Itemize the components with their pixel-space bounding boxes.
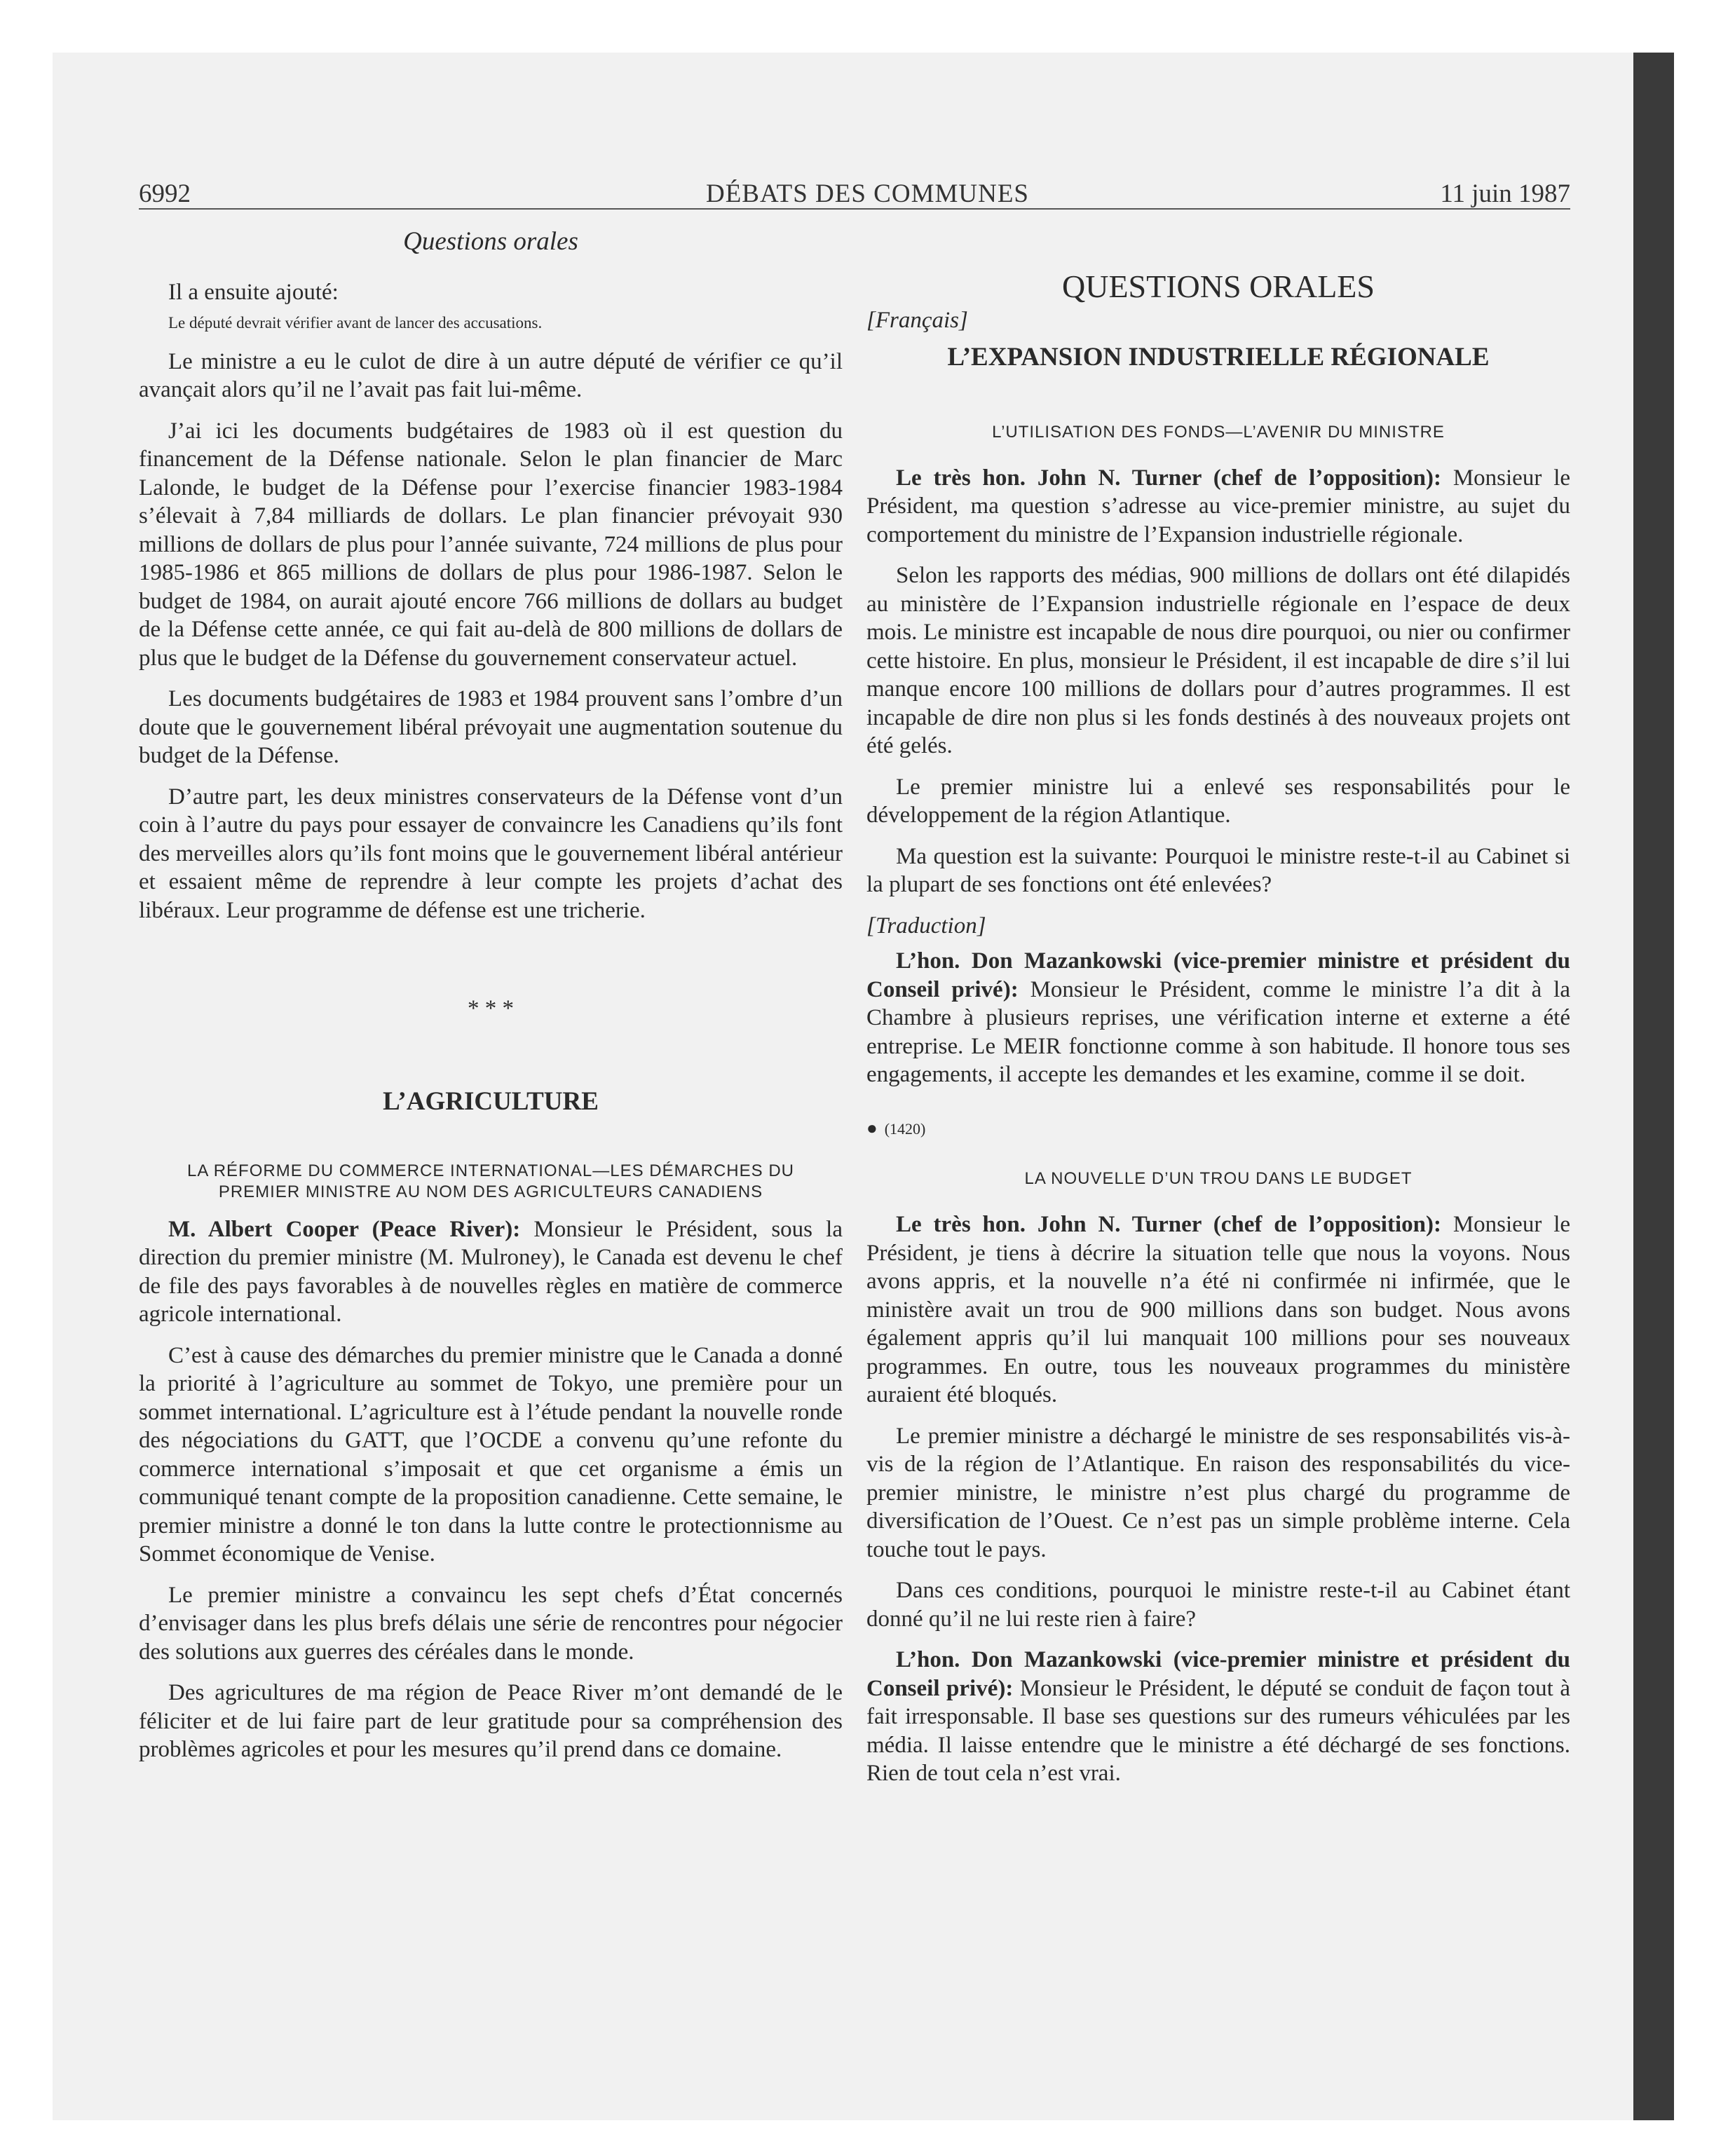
speech-text: Monsieur le Président, je tiens à décrire la situation telle que nous la voyons. Nous avons appris, et la nouvelle n’a été ni confirmée ni infirmée, que le ministère avait un trou de 900 millions dans son budget. Nous avons également appris qu’il lui manquait 100 millions pour ses nouveaux programmes. En outre, tous les nouveaux programmes du ministère auraient été bloqués. bbox=[866, 1212, 1571, 1407]
speaker-name: M. Albert Cooper (Peace River): bbox=[168, 1216, 521, 1242]
time-stamp: (1420) bbox=[884, 1119, 926, 1138]
speaker-name: L’hon. Don Mazankowski (vice-premier ministre et président du Conseil privé): bbox=[866, 1647, 1570, 1701]
paragraph: Des agricultures de ma région de Peace River m’ont demandé de le féliciter et de lui faire part de leur gratitude pour sa compréhension des problèmes agricoles et pour les mesures qu’il prend dans ce domaine. bbox=[139, 1680, 843, 1762]
paragraph bbox=[866, 464, 1570, 550]
paragraph: Le premier ministre a convaincu les sept chefs d’État concernés d’envisager dans les plus brefs délais une série de rencontres pour négocier des solutions aux guerres des céréales dans le monde. bbox=[139, 1582, 843, 1665]
page-date: 11 juin 1987 bbox=[1440, 179, 1570, 208]
speaker-name: L’hon. Don Mazankowski (vice-premier ministre et président du Conseil privé): bbox=[866, 948, 1570, 1002]
speaker-name: Le très hon. John N. Turner (chef de l’opposition): bbox=[896, 1212, 1441, 1237]
header-rule bbox=[139, 208, 1570, 210]
main-title: QUESTIONS ORALES bbox=[1062, 268, 1375, 304]
left-column bbox=[139, 226, 843, 1764]
paragraph bbox=[866, 1646, 1570, 1788]
lead-in: Il a ensuite ajouté: bbox=[168, 280, 339, 305]
subsection-title: LA NOUVELLE D’UN TROU DANS LE BUDGET bbox=[1024, 1169, 1413, 1188]
speech-text: Monsieur le Président, sous la direction du premier ministre (M. Mulroney), le Canada est devenu le chef de file des pays favorables à de nouvelles règles en matière de commerce agricole international. bbox=[139, 1216, 843, 1327]
section-title: L’AGRICULTURE bbox=[383, 1086, 599, 1116]
paragraph: D’autre part, les deux ministres conservateurs de la Défense vont d’un coin à l’autre du pays pour essayer de convaincre les Canadiens qu’ils font des merveilles alors qu’ils font moins que le gouvernement libéral antérieur et essaient même de reprendre à leur compte les projets d’achat des libéraux. Leur programme de défense est une tricherie. bbox=[139, 784, 843, 923]
block-quote: Le député devrait vérifier avant de lancer des accusations. bbox=[168, 313, 543, 332]
section-separator: * * * bbox=[468, 996, 514, 1021]
paragraph: Le premier ministre lui a enlevé ses responsabilités pour le développement de la région Atlantique. bbox=[866, 774, 1570, 828]
speech-text: Monsieur le Président, le député se conduit de façon tout à fait irresponsable. Il base ses questions sur des rumeurs véhiculées par les média. Il laisse entendre que le ministre a été déchargé de ses fonctions. Rien de tout cela n’est vrai. bbox=[866, 1675, 1570, 1786]
subsection-title: L’UTILISATION DES FONDS—L’AVENIR DU MINISTRE bbox=[992, 422, 1445, 442]
language-marker: [Français] bbox=[866, 308, 968, 333]
language-marker: [Traduction] bbox=[866, 913, 986, 939]
paragraph: C’est à cause des démarches du premier ministre que le Canada a donné la priorité à l’agriculture au sommet de Tokyo, une première pour un sommet international. L’agriculture est à l’étude pendant la nouvelle ronde des négociations du GATT, que l’OCDE a convenu qu’une refonte du commerce international s’imposait et que cet organisme a émis un communiqué tenant compte de la proposition canadienne. Cette semaine, le premier ministre a donné le ton dans la lutte contre le protectionnisme au Sommet économique de Venise. bbox=[139, 1342, 843, 1567]
speech-text: Monsieur le Président, ma question s’adresse au vice-premier ministre, au sujet du comportement du ministre de l’Expansion industrielle régionale. bbox=[866, 465, 1571, 547]
right-column bbox=[866, 267, 1570, 1788]
bullet-icon: ● bbox=[866, 1117, 878, 1138]
paragraph: J’ai ici les documents budgétaires de 1983 où il est question du financement de la Défense nationale. Selon le plan financier de Marc Lalonde, le budget de la Défense pour l’exercise financier 1983-1984 s’élevait à 7,84 milliards de dollars. Le plan financier prévoyait 930 millions de dollars de plus pour l’année suivante, 724 millions de plus pour 1985-1986 et 865 millions de dollars de plus pour 1986-1987. Selon le budget de 1984, on aurait ajouté encore 766 millions de dollars au budget de la Défense cette année, ce qui fait au-delà de 800 millions de dollars de plus que le budget de la Défense du gouvernement conservateur actuel. bbox=[139, 418, 843, 671]
running-head: Questions orales bbox=[403, 227, 578, 256]
time-marker bbox=[866, 1114, 1570, 1144]
paragraph: Les documents budgétaires de 1983 et 1984 prouvent sans l’ombre d’un doute que le gouvernement libéral prévoyait une augmentation soutenue du budget de la Défense. bbox=[139, 686, 843, 768]
speaker-name: Le très hon. John N. Turner (chef de l’opposition): bbox=[896, 465, 1441, 491]
paragraph: Le ministre a eu le culot de dire à un autre député de vérifier ce qu’il avançait alors qu’il ne l’avait pas fait lui-même. bbox=[139, 348, 843, 402]
paragraph: Dans ces conditions, pourquoi le ministre reste-t-il au Cabinet étant donné qu’il ne lui reste rien à faire? bbox=[866, 1578, 1570, 1632]
paragraph: Selon les rapports des médias, 900 millions de dollars ont été dilapidés au ministère de l’Expansion industrielle régionale en l’espace de deux mois. Le ministre est incapable de nous dire pourquoi, ou nier ou confirmer cette histoire. En plus, monsieur le Président, il est incapable de dire s’il lui manque encore 100 millions de dollars pour d’autres programmes. Il est incapable de dire non plus si les fonds destinés à des nouveaux projets ont été gelés. bbox=[866, 563, 1570, 758]
page-number: 6992 bbox=[139, 179, 191, 208]
paragraph: Ma question est la suivante: Pourquoi le ministre reste-t-il au Cabinet si la plupart de ses fonctions ont été enlevées? bbox=[866, 843, 1570, 897]
paragraph: Le premier ministre a déchargé le ministre de ses responsabilités vis-à-vis de la région de l’Atlantique. En raison des responsabilités du vice-premier ministre, le ministre n’est plus chargé du programme de diversification de l’Ouest. Ce n’est pas un simple problème interne. Cela touche tout le pays. bbox=[866, 1423, 1570, 1562]
subsection-title: LA RÉFORME DU COMMERCE INTERNATIONAL—LES DÉMARCHES DU PREMIER MINISTRE AU NOM DES AGRICULTEURS CANADIENS bbox=[187, 1161, 794, 1201]
section-title: L’EXPANSION INDUSTRIELLE RÉGIONALE bbox=[947, 342, 1490, 371]
paragraph bbox=[866, 947, 1570, 1089]
paragraph bbox=[139, 1215, 843, 1329]
paragraph bbox=[866, 1210, 1570, 1410]
scan-edge-shadow bbox=[1633, 53, 1674, 2120]
speech-text: Monsieur le Président, comme le ministre l’a dit à la Chambre à plusieurs reprises, une vérification interne et externe a été entreprise. Le MEIR fonctionne comme à son habitude. Il honore tous ses engagements, il accepte les demandes et les examine, comme il se doit. bbox=[866, 976, 1570, 1087]
page-header-title: DÉBATS DES COMMUNES bbox=[705, 179, 1029, 208]
